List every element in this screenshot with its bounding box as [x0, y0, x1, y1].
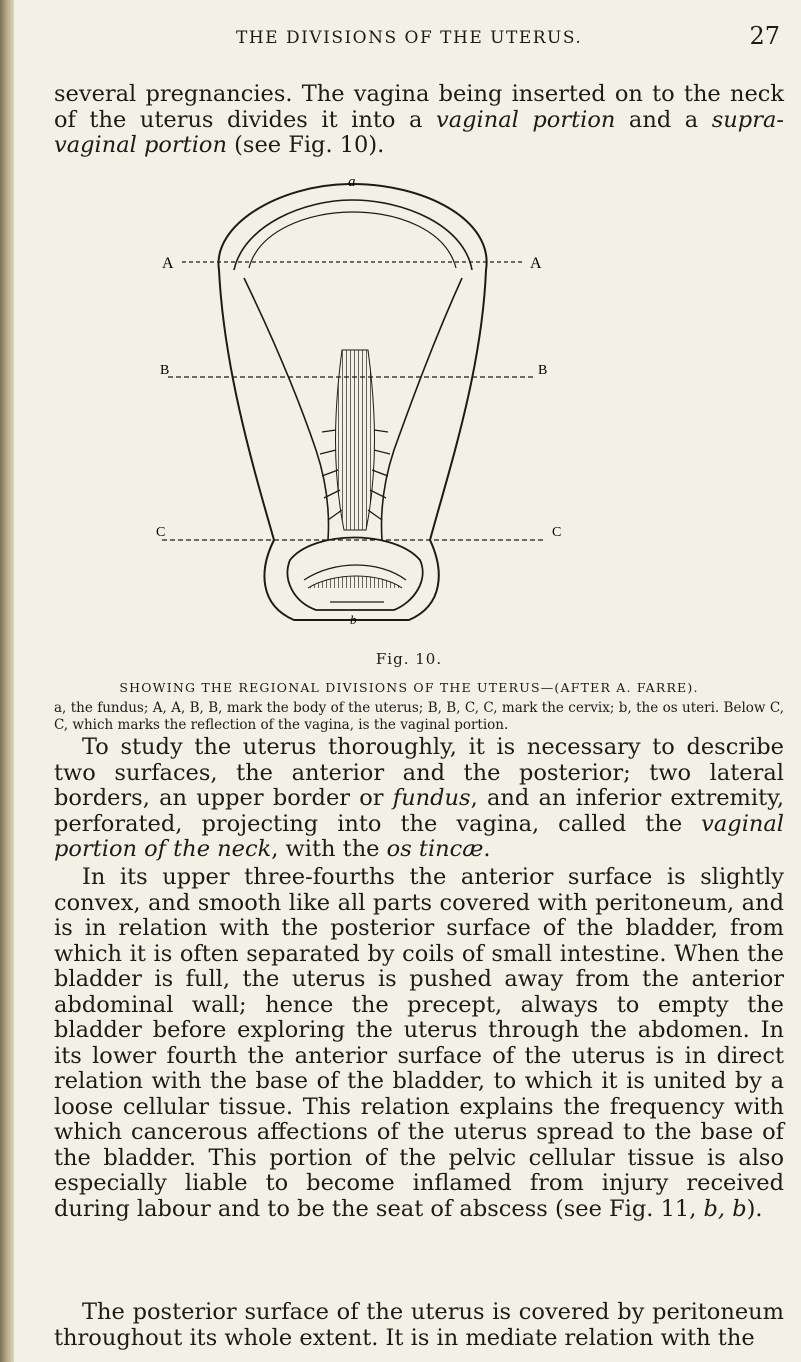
page-number: 27: [749, 22, 780, 50]
intro-paragraph: [54, 82, 784, 159]
label-A-right: A: [530, 255, 542, 272]
intro-emphasis-vaginal-portion: vaginal portion: [435, 106, 616, 133]
uterus-diagram: [94, 170, 614, 650]
cavity-left-wall: [244, 278, 329, 540]
label-a: a: [348, 174, 356, 190]
figure-caption: a, the fundus; A, A, B, B, mark the body of the uterus; B, B, C, C, mark the cervix; b, the os uteri. Below C, C, which marks the reflection of the vagina, is the vaginal portion.: [54, 700, 784, 733]
fundus-arch: [234, 200, 472, 270]
figure-number: Fig. 10.: [375, 650, 443, 668]
paragraph-posterior-surface: [54, 1300, 784, 1351]
book-page: [24, 0, 794, 1362]
para1-emphasis-os-tincae: os tincæ: [386, 836, 484, 862]
cavity-right-wall: [382, 278, 463, 540]
intro-text-3: (see Fig. 10).: [226, 132, 385, 158]
label-A-left: A: [162, 255, 174, 272]
figure-title: SHOWING THE REGIONAL DIVISIONS OF THE UTERUS—(AFTER A. FARRE).: [119, 680, 699, 695]
para1-text-4: .: [483, 836, 491, 862]
intro-text-2: and a: [615, 106, 712, 133]
para3-text-1: The posterior surface of the uterus is covered by peritoneum throughout its whole extent. It is in mediate relation with the: [54, 1299, 784, 1351]
paragraph-anterior-surface: [54, 865, 784, 1222]
label-C-right: C: [552, 525, 562, 540]
running-title: THE DIVISIONS OF THE UTERUS.: [236, 28, 583, 48]
label-B-right: B: [538, 363, 548, 378]
para1-text-3: , with the: [271, 836, 387, 862]
intro-text-1: several pregnancies. The vagina being inserted on to the neck of the uterus divides it into a: [54, 81, 784, 133]
para1-emphasis-vaginal-portion-neck: vaginal portion of the neck: [54, 810, 784, 862]
book-binding-edge: [0, 0, 14, 1362]
uterus-figure: [94, 170, 614, 650]
para1-text-1: To study the uterus thoroughly, it is necessary to describe two surfaces, the anterior and the posterior; two lateral borders, an upper border or: [54, 734, 784, 811]
intro-emphasis-supra-vaginal-portion: supra-vaginal portion: [54, 106, 784, 158]
para1-emphasis-fundus: fundus: [392, 785, 471, 811]
label-B-left: B: [160, 363, 170, 378]
para1-text-2: , and an inferior extremity, perforated, projecting into the vagina, called the: [54, 785, 784, 837]
label-C-left: C: [156, 525, 166, 540]
vaginal-portion: [288, 538, 423, 611]
para2-text-2: ).: [746, 1195, 763, 1222]
para2-emphasis-b-b: b, b: [703, 1195, 747, 1222]
fundus-arch-inner: [249, 212, 456, 268]
label-b: b: [350, 612, 357, 627]
para2-text-1: In its upper three-fourths the anterior surface is slightly convex, and smooth like all parts covered with peritoneum, and is in relation with the posterior surface of the bladder, from which it is often separated by coils of small intestine. When the bladder is full, the uterus is pushed away from the anterior abdominal wall; hence the precept, always to empty the bladder before exploring the uterus through the abdomen. In its lower fourth the anterior surface of the uterus is in direct relation with the base of the bladder, to which it is united by a loose cellular tissue. This relation explains the frequency with which cancerous affections of the uterus spread to the base of the bladder. This portion of the pelvic cellular tissue is also especially liable to become inflamed from injury received during labour and to be the seat of abscess (see Fig. 11,: [54, 864, 784, 1222]
paragraph-study-uterus: [54, 735, 784, 863]
page-header: [24, 22, 794, 56]
